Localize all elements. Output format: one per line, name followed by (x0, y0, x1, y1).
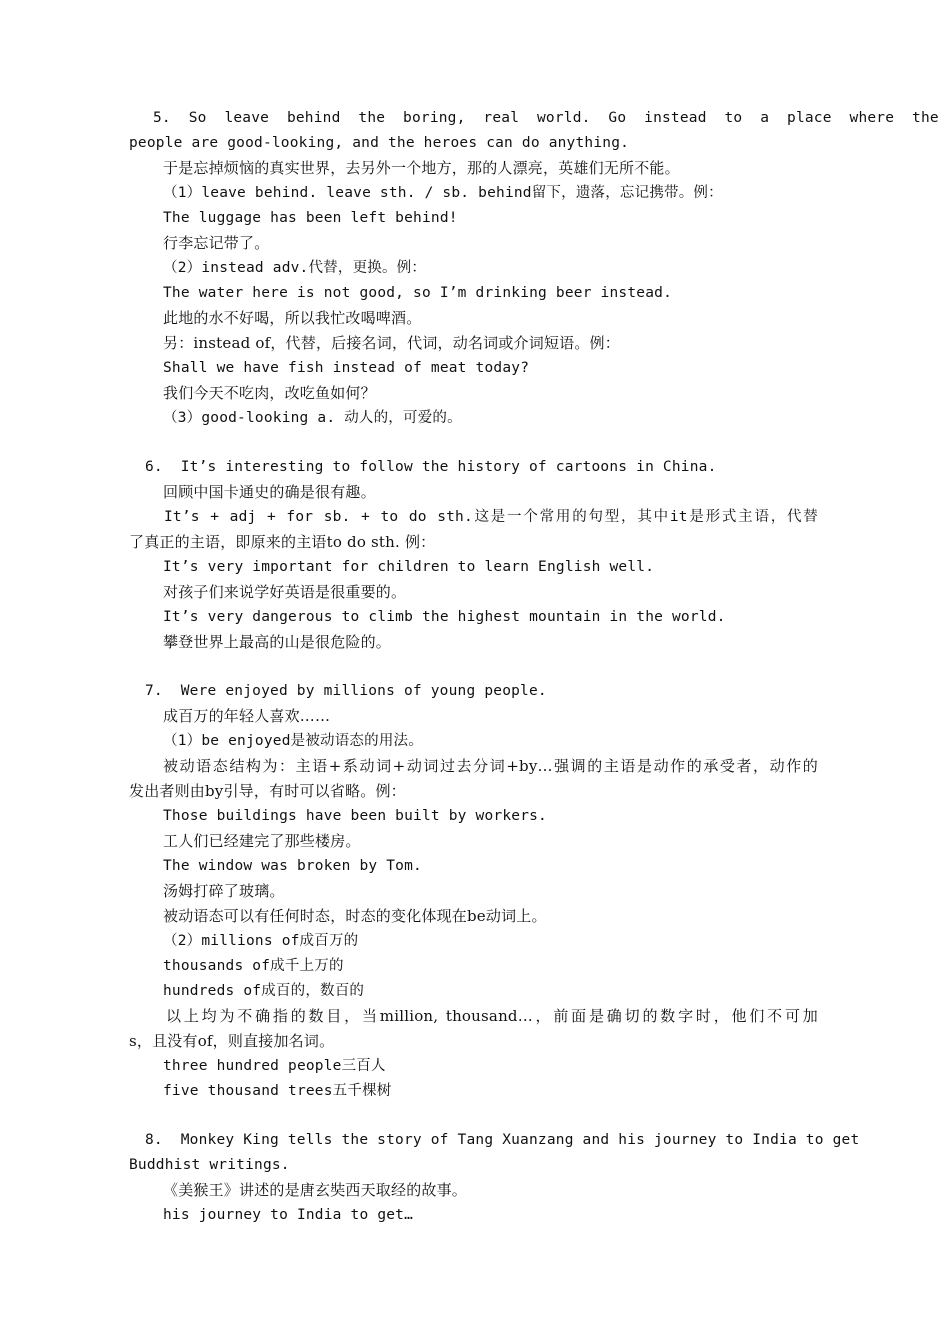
item-6-example-1-translation: 对孩子们来说学好英语是很重要的。 (163, 583, 407, 601)
item-7-example-4: five thousand trees五千棵树 (163, 1083, 392, 1099)
item-5-translation: 于是忘掉烦恼的真实世界，去另外一个地方，那的人漂亮，英雄们无所不能。 (163, 159, 680, 177)
item-7-example-1-translation: 工人们已经建完了那些楼房。 (163, 832, 361, 850)
item-7-note-2-hundreds: hundreds of成百的，数百的 (163, 983, 365, 999)
item-5-note-2: （2）instead adv.代替，更换。例： (163, 260, 427, 276)
item-7-translation: 成百万的年轻人喜欢…… (163, 707, 331, 725)
item-5-note-2b: 另：instead of，代替，后接名词，代词，动名词或介词短语。例： (163, 334, 620, 352)
item-7-note-2-thousands: thousands of成千上万的 (163, 958, 344, 974)
item-7-note-1: （1）be enjoyed是被动语态的用法。 (163, 733, 423, 749)
item-5-example-3: Shall we have fish instead of meat today? (163, 360, 530, 376)
item-7-heading: 7. Were enjoyed by millions of young people. (145, 683, 547, 699)
item-8-note: his journey to India to get… (163, 1207, 414, 1223)
item-5-example-1-translation: 行李忘记带了。 (163, 234, 270, 252)
item-8-translation: 《美猴王》讲述的是唐玄奘西天取经的故事。 (163, 1181, 468, 1199)
item-5-example-3-translation: 我们今天不吃肉，改吃鱼如何？ (163, 384, 376, 402)
item-6-heading: 6. It’s interesting to follow the history of cartoons in China. (145, 459, 717, 475)
item-7-example-3: three hundred people三百人 (163, 1058, 386, 1074)
item-6-example-1: It’s very important for children to learn English well. (163, 559, 655, 575)
item-6-example-2-translation: 攀登世界上最高的山是很危险的。 (163, 633, 392, 651)
item-7-note-2-explain-line-1: 以上均为不确指的数目，当million, thousand…，前面是确切的数字时，他们不可加 (166, 1007, 818, 1025)
item-7-example-2-translation: 汤姆打碎了玻璃。 (163, 882, 285, 900)
item-7-note-1b: 被动语态可以有任何时态，时态的变化体现在be动词上。 (163, 907, 547, 925)
item-5-note-1: （1）leave behind. leave sth. / sb. behind留下，遗落，忘记携带。例： (163, 185, 723, 201)
item-6-note-line-2: 了真正的主语，即原来的主语to do sth. 例： (129, 533, 436, 551)
item-7-note-2-explain-line-2: s，且没有of，则直接加名词。 (129, 1032, 335, 1050)
item-7-example-2: The window was broken by Tom. (163, 858, 422, 874)
item-5-heading-line-1: 5. So leave behind the boring, real world. Go instead to a place where the (153, 110, 939, 126)
item-5-heading-line-2: people are good-looking, and the heroes can do anything. (129, 135, 630, 151)
item-8-heading-line-1: 8. Monkey King tells the story of Tang Xuanzang and his journey to India to get (145, 1132, 860, 1148)
item-5-example-1: The luggage has been left behind! (163, 210, 458, 226)
item-5-note-3: （3）good-looking a. 动人的，可爱的。 (163, 410, 462, 426)
item-5-example-2-translation: 此地的水不好喝，所以我忙改喝啤酒。 (163, 309, 422, 327)
item-7-note-2: （2）millions of成百万的 (163, 933, 359, 949)
item-6-translation: 回顾中国卡通史的确是很有趣。 (163, 483, 376, 501)
item-8-heading-line-2: Buddhist writings. (129, 1157, 290, 1173)
item-6-example-2: It’s very dangerous to climb the highest mountain in the world. (163, 609, 726, 625)
item-7-example-1: Those buildings have been built by workers. (163, 808, 547, 824)
item-7-note-1-line-1: 被动语态结构为：主语+系动词+动词过去分词+by…强调的主语是动作的承受者，动作的 (163, 757, 818, 775)
item-6-note-line-1: It’s + adj + for sb. + to do sth.这是一个常用的句型，其中it是形式主语，代替 (164, 509, 818, 525)
item-7-note-1-line-2: 发出者则由by引导，有时可以省略。例： (129, 782, 406, 800)
item-5-example-2: The water here is not good, so I’m drinking beer instead. (163, 285, 672, 301)
